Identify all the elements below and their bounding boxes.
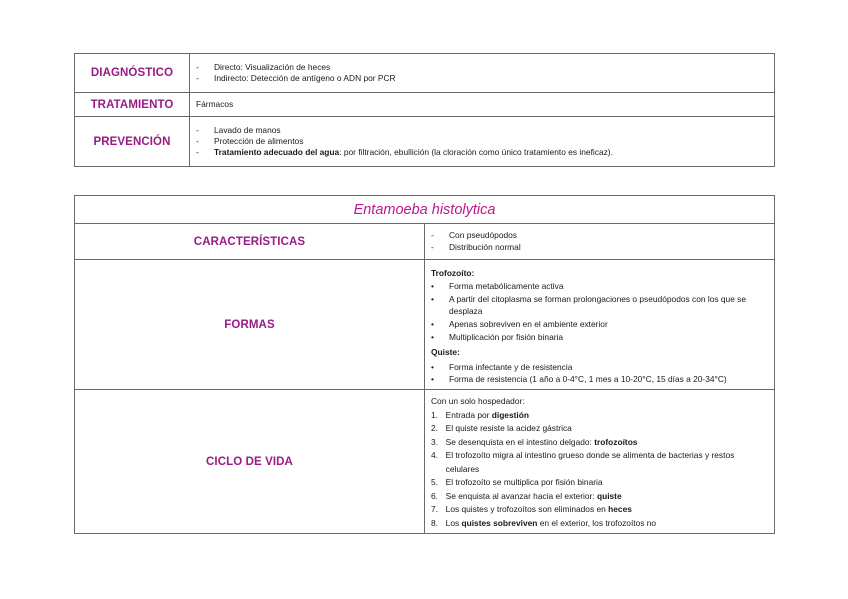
list-item: 6. Se enquista al avanzar hacia el exterior: quiste bbox=[431, 490, 622, 501]
row-caracteristicas bbox=[75, 224, 775, 260]
list-item: - Directo: Visualización de heces bbox=[196, 61, 331, 72]
list-item: 1. Entrada por digestión bbox=[431, 409, 529, 420]
list-item: - Distribución normal bbox=[431, 241, 521, 252]
list-item: • Forma metabólicamente activa bbox=[431, 280, 564, 291]
label-diagnostico: DIAGNÓSTICO bbox=[75, 54, 190, 93]
row-title bbox=[75, 196, 775, 224]
label-prevencion: PREVENCIÓN bbox=[75, 117, 190, 167]
list-item: 7. Los quistes y trofozoítos son eliminados en heces bbox=[431, 504, 632, 515]
content-ciclo-de-vida bbox=[425, 390, 775, 534]
quiste-heading: Quiste: bbox=[431, 346, 460, 357]
ciclo-intro: Con un solo hospedador: bbox=[431, 396, 525, 407]
label-tratamiento: TRATAMIENTO bbox=[75, 93, 190, 117]
list-item: - Lavado de manos bbox=[196, 124, 281, 135]
content-prevencion bbox=[190, 117, 775, 167]
content-formas bbox=[425, 260, 775, 390]
list-item: 5. El trofozoíto se multiplica por fisión binaria bbox=[431, 477, 603, 488]
table-title: Entamoeba histolytica bbox=[75, 196, 775, 224]
content-diagnostico bbox=[190, 54, 775, 93]
list-item: • Forma de resistencia (1 año a 0-4°C, 1 mes a 10-20°C, 15 días a 20-34°C) bbox=[431, 374, 727, 385]
row-ciclo-de-vida bbox=[75, 390, 775, 534]
list-item: • A partir del citoplasma se forman prolongaciones o pseudópodos con los que se desplaza bbox=[431, 293, 747, 317]
label-formas: FORMAS bbox=[75, 260, 425, 390]
list-item: 4. El trofozoíto migra al intestino grueso donde se alimenta de bacterias y restos celulares bbox=[431, 450, 735, 474]
row-prevencion bbox=[75, 117, 775, 167]
row-diagnostico bbox=[75, 54, 775, 93]
label-caracteristicas: CARACTERÍSTICAS bbox=[75, 224, 425, 260]
label-ciclo-de-vida: CICLO DE VIDA bbox=[75, 390, 425, 534]
list-item: - Protección de alimentos bbox=[196, 135, 304, 146]
row-tratamiento bbox=[75, 93, 775, 117]
list-item: - Indirecto: Detección de antígeno o ADN por PCR bbox=[196, 73, 396, 83]
list-item: 2. El quiste resiste la acidez gástrica bbox=[431, 423, 572, 434]
list-item: 3. Se desenquista en el intestino delgado: trofozoítos bbox=[431, 436, 638, 447]
list-item: - Tratamiento adecuado del agua: por filtración, ebullición (la cloración como único tratamiento es ineficaz). bbox=[196, 147, 613, 158]
list-item: 8. Los quistes sobreviven en el exterior, los trofozoítos no bbox=[431, 517, 657, 528]
list-item: • Forma infectante y de resistencia bbox=[431, 361, 573, 372]
entamoeba-table bbox=[74, 195, 775, 534]
list-item: • Apenas sobreviven en el ambiente exterior bbox=[431, 319, 608, 330]
trofozoito-heading: Trofozoíto: bbox=[431, 268, 475, 278]
row-formas bbox=[75, 260, 775, 390]
list-item: - Con pseudópodos bbox=[431, 230, 517, 241]
content-tratamiento: Fármacos bbox=[190, 93, 775, 117]
content-caracteristicas bbox=[425, 224, 775, 260]
parasite-info-table-top bbox=[74, 53, 775, 167]
list-item: • Multiplicación por fisión binaria bbox=[431, 331, 564, 342]
